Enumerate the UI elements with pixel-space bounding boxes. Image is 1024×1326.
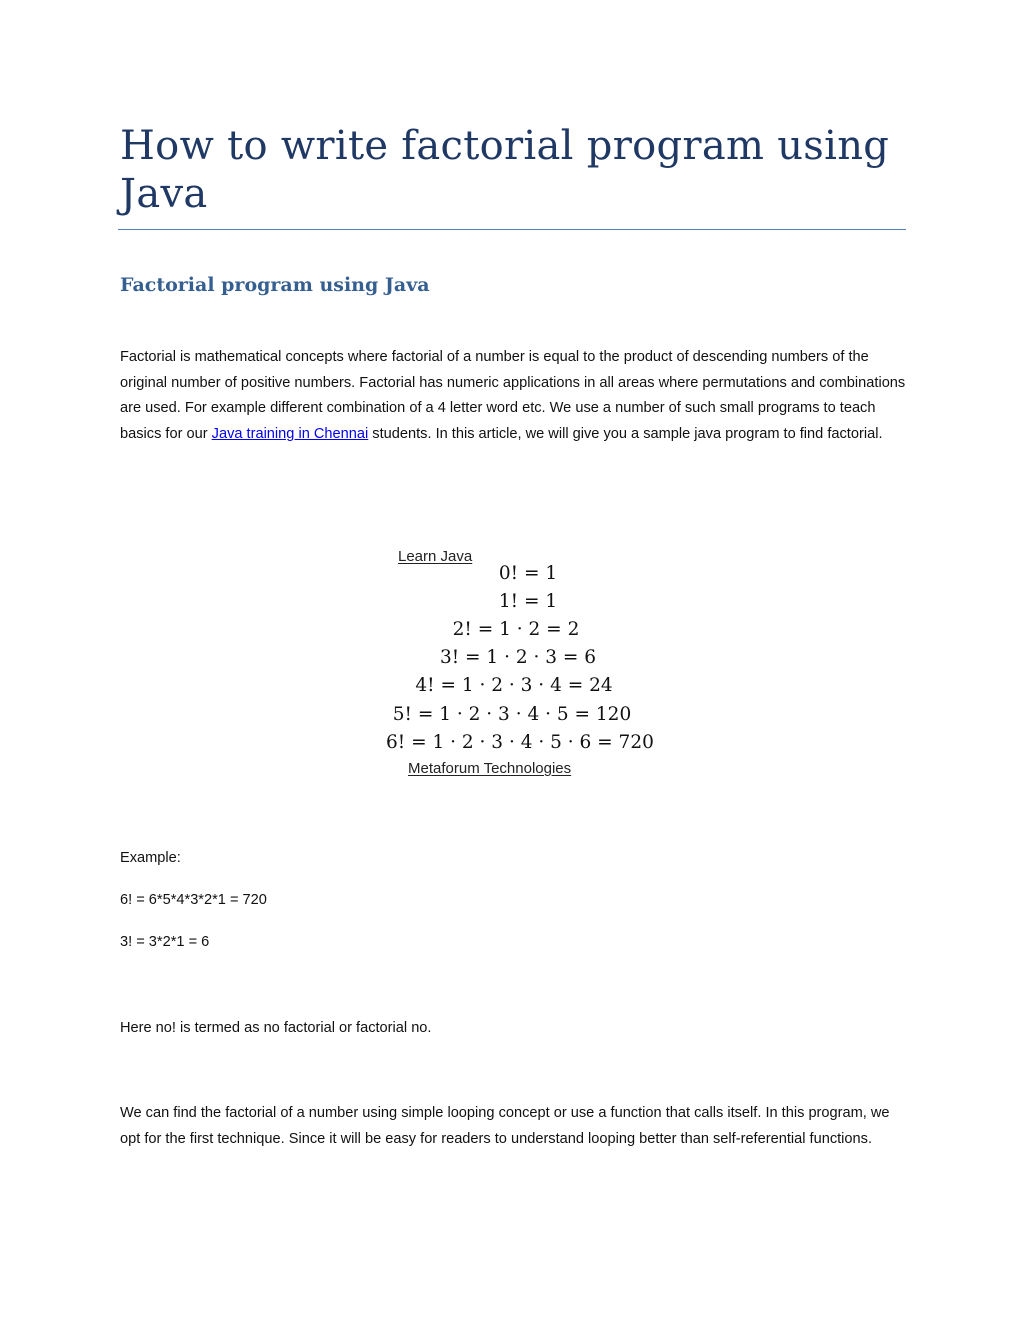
- factorial-equation: 3! = 1 · 2 · 3 = 6: [439, 647, 597, 668]
- intro-text-before-link: Factorial is mathematical concepts where factorial of a number is equal to the product of descending numbers of the original number of positive numbers. Factorial has numeric applications in all areas where permutations and combinations are used. For example different combination of a 4 letter word etc. We use a number of such small programs to teach basics for our: [120, 349, 906, 442]
- section-heading: Factorial program using Java: [120, 274, 430, 296]
- title-underline-rule: [118, 229, 906, 230]
- factorial-equation: 0! = 1: [498, 563, 558, 584]
- java-training-link[interactable]: Java training in Chennai: [211, 425, 369, 442]
- factorial-equation: 2! = 1 · 2 = 2: [452, 619, 580, 640]
- example-label: Example:: [120, 850, 181, 866]
- example-line: 6! = 6*5*4*3*2*1 = 720: [120, 892, 267, 908]
- figure-caption-metaforum: Metaforum Technologies: [408, 760, 572, 777]
- factorial-equation: 5! = 1 · 2 · 3 · 4 · 5 = 120: [392, 704, 632, 725]
- page-title: How to write factorial program using Java: [120, 123, 890, 217]
- example-line: 3! = 3*2*1 = 6: [120, 934, 210, 950]
- factorial-equation: 4! = 1 · 2 · 3 · 4 = 24: [415, 675, 613, 696]
- intro-paragraph: [120, 345, 910, 447]
- intro-text-after-link: students. In this article, we will give you a sample java program to find factorial.: [368, 425, 883, 442]
- factorial-equation: 1! = 1: [498, 591, 558, 612]
- outro-paragraph: We can find the factorial of a number using simple looping concept or use a function that calls itself. In this program, we opt for the first technique. Since it will be easy for readers to understand looping better than self-referential functions.: [120, 1105, 890, 1147]
- note-paragraph: Here no! is termed as no factorial or factorial no.: [120, 1020, 432, 1036]
- figure-caption-learn-java: Learn Java: [398, 548, 473, 565]
- factorial-figure: [386, 543, 654, 783]
- factorial-equation: 6! = 1 · 2 · 3 · 4 · 5 · 6 = 720: [386, 732, 654, 753]
